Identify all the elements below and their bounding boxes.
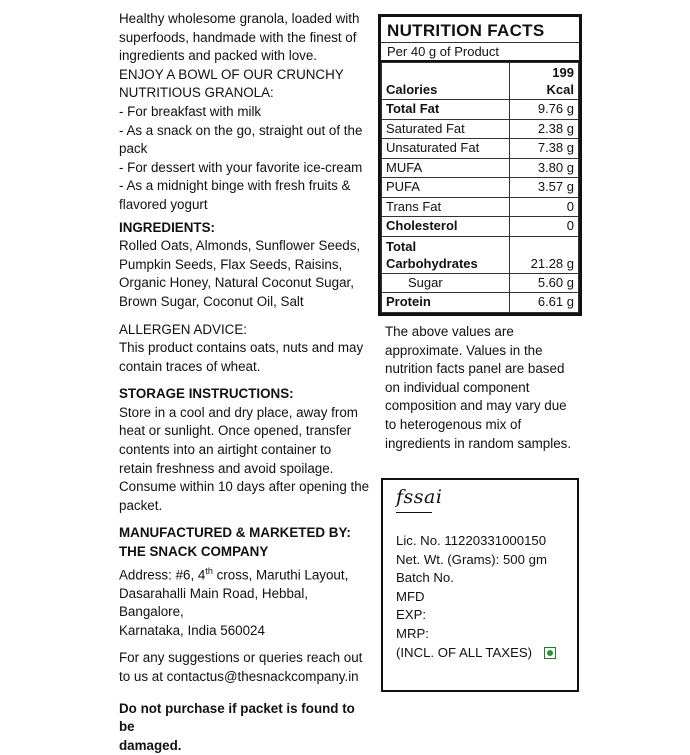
storage-line: contents into an airtight container to xyxy=(119,442,332,458)
nutrient-label: Cholesterol xyxy=(382,217,510,237)
nutrition-row xyxy=(382,236,579,273)
address-suffix: cross, Maruthi Layout, xyxy=(212,567,349,583)
use-line: - For dessert with your favorite ice-cream xyxy=(119,159,363,175)
storage-line: packet. xyxy=(119,497,163,513)
use-line: flavored yogurt xyxy=(119,196,208,212)
address-sup: th xyxy=(205,565,213,576)
nutrient-label: Protein xyxy=(382,293,510,313)
product-info-column xyxy=(119,10,374,755)
tax-note-line xyxy=(396,644,556,663)
nutrition-row xyxy=(382,139,579,159)
nutrient-label: Trans Fat xyxy=(382,197,510,217)
nutrient-label: PUFA xyxy=(382,178,510,198)
carb-label-line1: Total xyxy=(386,238,417,254)
nutrient-label: Sugar xyxy=(382,273,510,293)
nutrition-title: NUTRITION FACTS xyxy=(381,17,579,43)
nutrient-value xyxy=(510,63,579,100)
nutrient-value: 5.60 g xyxy=(510,273,579,293)
allergen-heading: ALLERGEN ADVICE: xyxy=(119,321,248,337)
nutrient-value: 21.28 g xyxy=(510,236,579,273)
intro-line: ENJOY A BOWL OF OUR CRUNCHY xyxy=(119,66,344,82)
nutrition-row xyxy=(382,217,579,237)
calories-value: 199 xyxy=(552,65,574,80)
nutrition-row xyxy=(382,100,579,120)
nutrition-row xyxy=(382,63,579,100)
approximation-note xyxy=(385,323,575,453)
allergen-line: This product contains oats, nuts and may xyxy=(119,340,364,356)
veg-mark-icon xyxy=(544,647,556,659)
nutrient-value: 6.61 g xyxy=(510,293,579,313)
nutrient-label: Saturated Fat xyxy=(382,119,510,139)
nutrition-row xyxy=(382,178,579,198)
batch-number: Batch No. xyxy=(396,570,454,586)
nutrition-table xyxy=(381,62,579,313)
license-details xyxy=(396,532,556,662)
warning-line: Do not purchase if packet is found to be xyxy=(119,700,355,735)
ingredients-line: Brown Sugar, Coconut Oil, Salt xyxy=(119,293,304,309)
address-prefix: Address: #6, 4 xyxy=(119,567,206,583)
note-line: ingredients in random samples. xyxy=(385,435,572,451)
use-line: pack xyxy=(119,141,148,157)
storage-line: Consume within 10 days after opening the xyxy=(119,479,370,495)
nutrient-value: 2.38 g xyxy=(510,119,579,139)
nutrition-row xyxy=(382,293,579,313)
contact-line: to us at contactus@thesnackcompany.in xyxy=(119,669,359,685)
storage-line: heat or sunlight. Once opened, transfer xyxy=(119,423,352,439)
serving-size: Per 40 g of Product xyxy=(381,43,579,62)
address-line: Karnataka, India 560024 xyxy=(119,622,265,638)
fssai-logo-underline xyxy=(396,512,432,513)
nutrition-row xyxy=(382,119,579,139)
use-line: - For breakfast with milk xyxy=(119,103,262,119)
intro-line: ingredients and packed with love. xyxy=(119,48,318,64)
ingredients-line: Organic Honey, Natural Coconut Sugar, xyxy=(119,275,354,291)
exp-date: EXP: xyxy=(396,607,427,623)
nutrition-facts-panel xyxy=(378,14,582,316)
nutrient-value: 0 xyxy=(510,197,579,217)
nutrient-value: 3.57 g xyxy=(510,178,579,198)
nutrition-row xyxy=(382,273,579,293)
intro-line: superfoods, handmade with the finest of xyxy=(119,29,357,45)
license-number: Lic. No. 11220331000150 xyxy=(396,533,547,548)
net-weight: Net. Wt. (Grams): 500 gm xyxy=(396,551,547,567)
nutrient-value: 7.38 g xyxy=(510,139,579,159)
address-line: Dasarahalli Main Road, Hebbal, Bangalore, xyxy=(119,585,309,620)
note-line: to heterogenous mix of xyxy=(385,416,522,432)
ingredients-line: Pumpkin Seeds, Flax Seeds, Raisins, xyxy=(119,256,343,272)
mrp: MRP: xyxy=(396,625,429,641)
storage-line: retain freshness and avoid spoilage. xyxy=(119,460,334,476)
tax-note: (INCL. OF ALL TAXES) xyxy=(396,644,533,660)
storage-line: Store in a cool and dry place, away from xyxy=(119,404,358,420)
use-line: - As a midnight binge with fresh fruits & xyxy=(119,178,351,194)
nutrient-label xyxy=(382,236,510,273)
intro-line: Healthy wholesome granola, loaded with xyxy=(119,11,360,26)
nutrition-row xyxy=(382,197,579,217)
use-line: - As a snack on the go, straight out of the xyxy=(119,122,363,138)
address-line xyxy=(119,562,374,585)
note-line: The above values are xyxy=(385,324,514,339)
allergen-line: contain traces of wheat. xyxy=(119,358,261,374)
calories-unit: Kcal xyxy=(546,82,574,97)
nutrient-label: MUFA xyxy=(382,158,510,178)
note-line: composition and may vary due xyxy=(385,398,567,414)
storage-heading: STORAGE INSTRUCTIONS: xyxy=(119,386,294,402)
ingredients-line: Rolled Oats, Almonds, Sunflower Seeds, xyxy=(119,238,361,254)
nutrient-label: Total Fat xyxy=(382,100,510,120)
intro-line: NUTRITIOUS GRANOLA: xyxy=(119,85,274,101)
nutrition-row xyxy=(382,158,579,178)
mfd-date: MFD xyxy=(396,588,425,604)
note-line: on individual component xyxy=(385,379,530,395)
fssai-license-box xyxy=(381,478,579,692)
nutrient-value: 3.80 g xyxy=(510,158,579,178)
carb-label-line2: Carbohydrates xyxy=(386,255,478,271)
nutrient-value: 0 xyxy=(510,217,579,237)
nutrient-value: 9.76 g xyxy=(510,100,579,120)
warning-line: damaged. xyxy=(119,737,182,753)
contact-line: For any suggestions or queries reach out xyxy=(119,650,363,666)
company-name: THE SNACK COMPANY xyxy=(119,544,269,560)
note-line: nutrition facts panel are based xyxy=(385,361,565,377)
nutrient-label: Unsaturated Fat xyxy=(382,139,510,159)
nutrient-label: Calories xyxy=(382,63,510,100)
note-line: approximate. Values in the xyxy=(385,342,543,358)
fssai-logo: fssai xyxy=(396,486,443,508)
ingredients-heading: INGREDIENTS: xyxy=(119,219,215,235)
manufacturer-heading: MANUFACTURED & MARKETED BY: xyxy=(119,525,351,541)
